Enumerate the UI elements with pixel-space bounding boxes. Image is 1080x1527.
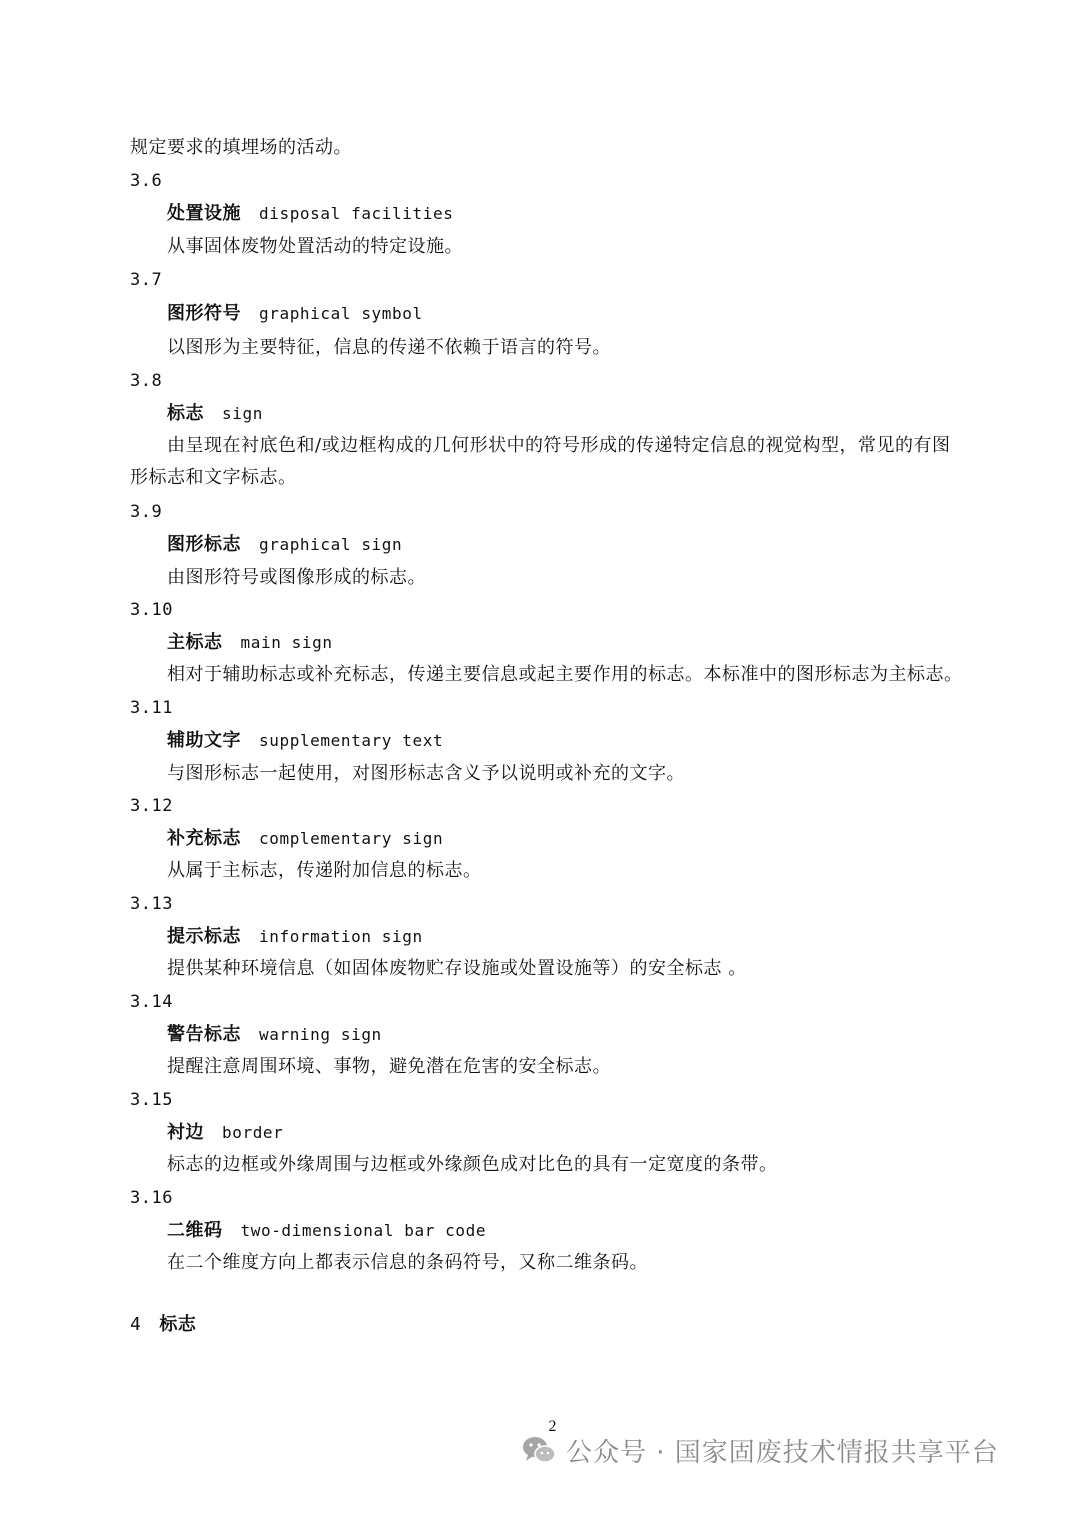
term-english: graphical sign <box>259 535 403 554</box>
entry-definition: 标志的边框或外缘周围与边框或外缘颜色成对比色的具有一定宽度的条带。 <box>167 1154 778 1175</box>
entry-term <box>167 1219 486 1243</box>
entry-definition: 从属于主标志，传递附加信息的标志。 <box>167 860 482 881</box>
entry-number: 3.7 <box>130 270 163 290</box>
entry-term <box>167 925 423 949</box>
term-english: warning sign <box>259 1025 382 1044</box>
entry-definition: 提醒注意周围环境、事物，避免潜在危害的安全标志。 <box>167 1056 611 1077</box>
entry-definition: 由呈现在衬底色和/或边框构成的几何形状中的符号形成的传递特定信息的视觉构型，常见的有图 <box>167 435 951 456</box>
term-chinese: 处置设施 <box>167 203 241 224</box>
entry-term <box>167 827 443 851</box>
section-number: 4 <box>130 1314 142 1335</box>
term-chinese: 图形符号 <box>167 303 241 324</box>
entry-number: 3.13 <box>130 894 173 914</box>
term-chinese: 主标志 <box>167 632 223 653</box>
entry-number: 3.14 <box>130 992 173 1012</box>
term-chinese: 警告标志 <box>167 1024 241 1045</box>
term-chinese: 提示标志 <box>167 926 241 947</box>
page-number: 2 <box>548 1418 557 1435</box>
term-english: graphical symbol <box>259 304 423 323</box>
entry-number: 3.12 <box>130 796 173 816</box>
term-chinese: 二维码 <box>167 1220 223 1241</box>
entry-number: 3.9 <box>130 502 163 522</box>
term-english: main sign <box>240 633 333 652</box>
entry-term <box>167 1023 382 1047</box>
entry-term <box>167 1121 283 1145</box>
entry-number: 3.16 <box>130 1188 173 1208</box>
entry-term <box>167 402 263 426</box>
entry-definition: 提供某种环境信息（如固体废物贮存设施或处置设施等）的安全标志 。 <box>167 958 747 979</box>
section-title: 标志 <box>159 1314 197 1335</box>
term-english: complementary sign <box>259 829 444 848</box>
term-chinese: 辅助文字 <box>167 730 241 751</box>
term-english: border <box>222 1123 284 1142</box>
entry-definition: 与图形标志一起使用，对图形标志含义予以说明或补充的文字。 <box>167 763 685 784</box>
entry-term <box>167 202 453 226</box>
wechat-icon <box>522 1435 556 1465</box>
term-english: two-dimensional bar code <box>240 1221 487 1240</box>
entry-number: 3.11 <box>130 698 173 718</box>
entry-number: 3.10 <box>130 600 173 620</box>
term-chinese: 标志 <box>167 403 204 424</box>
watermark <box>522 1430 999 1470</box>
section-heading <box>130 1313 196 1337</box>
term-english: disposal facilities <box>259 204 454 223</box>
entry-definition: 相对于辅助标志或补充标志，传递主要信息或起主要作用的标志。本标准中的图形标志为主标志。 <box>167 664 963 685</box>
entry-definition: 从事固体废物处置活动的特定设施。 <box>167 236 463 257</box>
entry-definition: 以图形为主要特征，信息的传递不依赖于语言的符号。 <box>167 337 611 358</box>
entry-term <box>167 302 423 326</box>
entry-term <box>167 729 443 753</box>
intro-line: 规定要求的填埋场的活动。 <box>130 137 352 158</box>
term-chinese: 补充标志 <box>167 828 241 849</box>
term-chinese: 图形标志 <box>167 534 241 555</box>
watermark-text: 公众号 · 国家固废技术情报共享平台 <box>566 1437 999 1468</box>
entry-definition: 由图形符号或图像形成的标志。 <box>167 567 426 588</box>
term-english: supplementary text <box>259 731 444 750</box>
entry-number: 3.6 <box>130 171 163 191</box>
term-english: sign <box>222 404 263 423</box>
entry-number: 3.8 <box>130 371 163 391</box>
entry-term <box>167 631 333 655</box>
entry-term <box>167 533 402 557</box>
entry-number: 3.15 <box>130 1090 173 1110</box>
term-chinese: 衬边 <box>167 1122 204 1143</box>
entry-definition-continued: 形标志和文字标志。 <box>130 467 297 488</box>
term-english: information sign <box>259 927 423 946</box>
entry-definition: 在二个维度方向上都表示信息的条码符号，又称二维条码。 <box>167 1252 648 1273</box>
